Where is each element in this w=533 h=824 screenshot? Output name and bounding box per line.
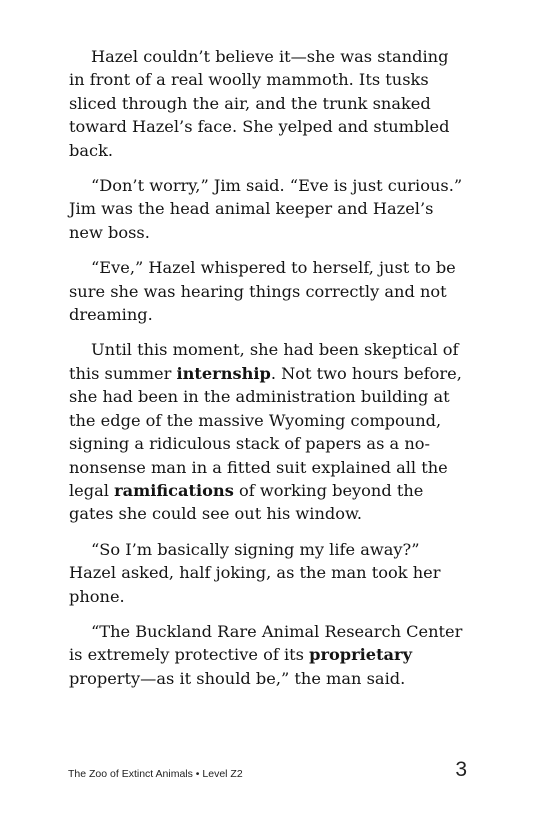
paragraph-4-text-1: Until this moment, she had been skeptical of this summer [69, 340, 459, 383]
story-text [69, 45, 469, 702]
vocab-word-internship: internship [176, 363, 271, 383]
paragraph-1: Hazel couldn’t believe it—she was standing in front of a real woolly mammoth. Its tusks sliced through the air, and the trunk snaked toward Hazel’s face. She yelped and stumbled back. [69, 47, 450, 160]
book-title-footer: The Zoo of Extinct Animals • Level Z2 [68, 768, 243, 780]
paragraph-2: “Don’t worry,” Jim said. “Eve is just curious.” Jim was the head animal keeper and Hazel’s new boss. [69, 176, 463, 242]
paragraph-4-text-3: of working beyond the gates she could see out his window. [69, 480, 424, 524]
vocab-word-proprietary: proprietary [309, 645, 412, 665]
vocab-word-ramifications: ramifications [114, 480, 234, 500]
paragraph-5: “So I’m basically signing my life away?” Hazel asked, half joking, as the man took her phone. [69, 539, 441, 606]
paragraph-6-text-1: “The Buckland Rare Animal Research Center is extremely protective of its [69, 621, 463, 665]
paragraph-6-text-2: property—as it should be,” the man said. [69, 668, 406, 688]
paragraph-6 [69, 620, 469, 690]
paragraph-4-text-2: . Not two hours before, she had been in the administration building at the edge of the massive Wyoming compound, signing a ridiculous stack of papers as a no-nonsense man in a fitted suit explained all the legal [69, 363, 462, 500]
paragraph-4 [69, 338, 469, 525]
paragraph-3: “Eve,” Hazel whispered to herself, just to be sure she was hearing things correctly and not dreaming. [69, 258, 456, 325]
page-number: 3 [455, 758, 467, 781]
page-footer [0, 758, 533, 788]
